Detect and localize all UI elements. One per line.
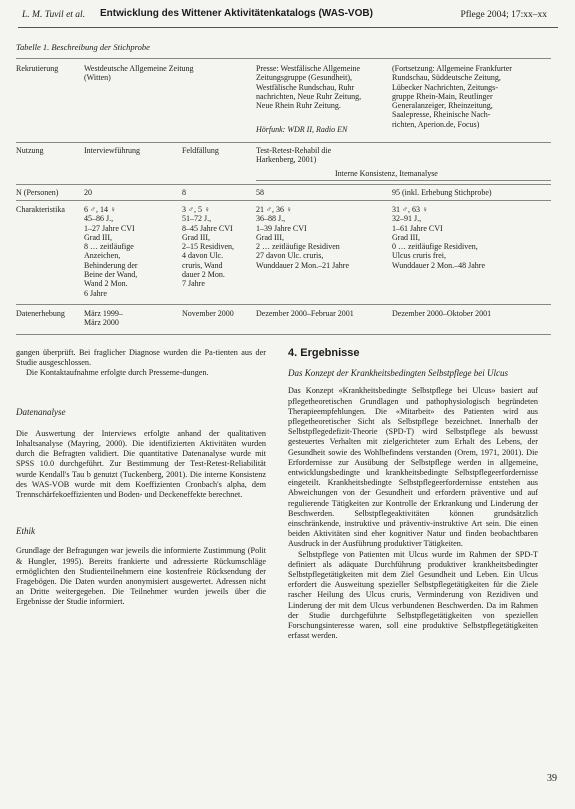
table-top-rule xyxy=(16,58,551,59)
header-rule xyxy=(18,27,558,28)
subheading-ethik: Ethik xyxy=(16,526,35,537)
cell-nutzung-c2: Feldfällung xyxy=(182,146,219,155)
left-column xyxy=(16,348,266,608)
table-row-rule xyxy=(16,142,551,143)
row-label-charakteristika: Charakteristika xyxy=(16,205,65,214)
header-title: Entwicklung des Wittener Aktivitätenkatalogs (WAS-VOB) xyxy=(100,8,373,19)
subheading-konzept: Das Konzept der Krankheitsbedingten Selbstpflege bei Ulcus xyxy=(288,368,508,379)
cell-rekrutierung-c1: Westdeutsche Allgemeine Zeitung (Witten) xyxy=(84,64,194,83)
group-header: Interne Konsistenz, Itemanalyse xyxy=(335,169,438,178)
cell-nperson-c4: 95 (inkl. Erhebung Stichprobe) xyxy=(392,188,492,197)
group-header-rule xyxy=(256,180,551,181)
cell-datenerhebung-c2: November 2000 xyxy=(182,309,234,318)
subheading-datenanalyse: Datenanalyse xyxy=(16,406,66,417)
left-paragraph-4: Grundlage der Befragungen war jeweils die informierte Zustimmung (Polit & Hungler, 1995). Bereits frankierte und adressierte Rückumschläge ermöglichten den Studienteilnehmern eine kostenfreie Rücksendung der Fragebögen. Die Daten wurden anonymisiert ausgewertet. Adressen nicht an Dritte weitergegeben. Die Teilnehmer wurden jeweils über die Ergebnisse der Studie informiert. xyxy=(16,546,266,607)
cell-nperson-c2: 8 xyxy=(182,188,186,197)
row-label-rekrutierung: Rekrutierung xyxy=(16,64,59,73)
cell-nperson-c1: 20 xyxy=(84,188,92,197)
left-paragraph-3: Die Auswertung der Interviews erfolgte anhand der qualitativen Inhaltsanalyse (Mayring, 2000). Die identifizierten Aktivitäten wurden durch die Befragten validiert. Die quantitative Datenanalyse wurde mit SPSS 10.0 durchgeführt. Zur Bestimmung der Test-Retest-Reliabilität wurde Kendall's Tau b genutzt (Tuckenberg, 2001). Die interne Konsistenz des WAS-VOB wurde mit dem Koeffizienten Cronbach's alpha, dem Trennschärfekoeffizienten und Boden- und Deckeneffekte berechnet. xyxy=(16,428,266,500)
section-heading: 4. Ergebnisse xyxy=(288,347,360,359)
cell-datenerhebung-c4: Dezember 2000–Oktober 2001 xyxy=(392,309,492,318)
cell-nutzung-c1: Interviewführung xyxy=(84,146,140,155)
table-caption: Tabelle 1. Beschreibung der Stichprobe xyxy=(16,42,150,52)
table-bottom-rule xyxy=(16,334,551,335)
table-row-rule xyxy=(16,184,551,185)
cell-rekrutierung-c3b: Hörfunk: WDR II, Radio EN xyxy=(256,125,348,134)
cell-datenerhebung-c3: Dezember 2000–Februar 2001 xyxy=(256,309,354,318)
header-authors: L. M. Tuvil et al. xyxy=(22,10,86,20)
left-paragraph-2: Die Kontaktaufnahme erfolgte durch Presseme-dungen. xyxy=(26,368,209,378)
header-journal: Pflege 2004; 17:xx–xx xyxy=(460,10,547,20)
table-row-rule xyxy=(16,200,551,201)
cell-charakteristika-c3: 21 ♂, 36 ♀ 36–88 J., 1–39 Jahre CVI Grad III, 2 … zeitläufige Residiven 27 davon Ulc. cruris, Wunddauer 2 Mon.–21 Jahre xyxy=(256,205,349,270)
cell-datenerhebung-c1: März 1999– März 2000 xyxy=(84,309,123,328)
right-paragraph-2: Selbstpflege von Patienten mit Ulcus wurde im Rahmen der SPD-T definiert als adäquate Durchführung produktiver krankheitsbedingter Selbstpflegetätigkeiten mit dem Ziel Gesundheit und Leben. Ein Ulcus erfordert die Ausweitung spezieller Selbstpflegetätigkeiten für die Ziele rascher Heilung des Ulcus cruris, Verminderung von Rezidiven und Linderung der mit dem Ulcus verbundenen Beschwerden. Da im Rahmen der Studie durchgeführte Selbstpflegetätigkeiten von speziellen Forschungsinteresse waren, soll eine produktive Selbstpflegetätigkeiten erfasst werden. xyxy=(288,549,538,641)
page-number: 39 xyxy=(547,773,557,784)
right-column xyxy=(288,348,538,641)
cell-charakteristika-c4: 31 ♂, 63 ♀ 32–91 J., 1–61 Jahre CVI Grad III, 0 … zeitläufige Residiven, Ulcus cruris frei, Wunddauer 2 Mon.–48 Jahre xyxy=(392,205,485,270)
running-header xyxy=(22,8,547,24)
row-label-datenerhebung: Datenerhebung xyxy=(16,309,65,318)
cell-charakteristika-c1: 6 ♂, 14 ♀ 45–86 J., 1–27 Jahre CVI Grad III, 8 … zeitläufige Anzeichen, Behinderung der Beine der Wand, Wand 2 Mon. 6 Jahre xyxy=(84,205,138,298)
cell-nutzung-c3: Test-Retest-Rehabil die Harkenberg, 2001) xyxy=(256,146,332,165)
cell-charakteristika-c2: 3 ♂, 5 ♀ 51–72 J., 8–45 Jahre CVI Grad III, 2–15 Residiven, 4 davon Ulc. cruris, Wand dauer 2 Mon. 7 Jahre xyxy=(182,205,234,289)
cell-rekrutierung-c4: (Fortsetzung: Allgemeine Frankfurter Rundschau, Süddeutsche Zeitung, Lübecker Nachrichten, Zeitungs- gruppe Rhein-Main, Reutlinger Generalanzeiger, Rheinzeitung, Saalepresse, Rheinische Nach- richten, Aperion.de, Focus) xyxy=(392,64,512,129)
right-paragraph-1: Das Konzept «Krankheitsbedingte Selbstpflege bei Ulcus» basiert auf pflegetheoretischen Grundlagen und pathophysiologisch begründeten Therapieempfehlungen. Die «Mitarbeit» des Patienten wird aus pflegetheoretischer Sicht als Selbstpflege bezeichnet. Innerhalb der Selbstpflegedefizit-Theorie (SPD-T) wird Selbstpflege als bewusst gesteuertes Verhalten mit zielgerichteter zum Erhalt des Lebens, der Gesundheit sowie des Wohlbefindens verstanden (Orem, 1971, 2001). Die Erfordernisse zur Ausübung der Selbstpflege werden in allgemeine, entwicklungsbedingte und krankheitsbedingte Selbstpflegeerfordernisse eingeteilt. Krankheitsbedingte Selbstpflegeerfordernisse entstehen aus Abweichungen von der Gesundheit und erfordern präventive und auf regulierende Tätigkeiten zur Kontrolle der Erkrankung und Linderung der Beschwerden. Selbstpflegeaktivitäten können grundsätzlich einschränkende, instruktive und präventiv-instruktive Art sein. Die einen beiden Aktivitäten sind eher kognitiver Natur und finden beobachtbaren Ausdruck in der Ausführung produktiver Tätigkeiten. xyxy=(288,386,538,549)
left-paragraph-1: gangen überprüft. Bei fraglicher Diagnose wurden die Pa-tienten aus der Studie ausgeschlossen. xyxy=(16,348,266,368)
row-label-nutzung: Nutzung xyxy=(16,146,44,155)
table-row-rule xyxy=(16,304,551,305)
cell-nperson-c3: 58 xyxy=(256,188,264,197)
cell-rekrutierung-c3: Presse: Westfälische Allgemeine Zeitungsgruppe (Gesundheit), Westfälische Rundschau, Ruhr nachrichten, Neue Ruhr Zeitung, Neue Rhein Ruhr Zeitung. xyxy=(256,64,362,111)
row-label-nperson: N (Personen) xyxy=(16,188,59,197)
